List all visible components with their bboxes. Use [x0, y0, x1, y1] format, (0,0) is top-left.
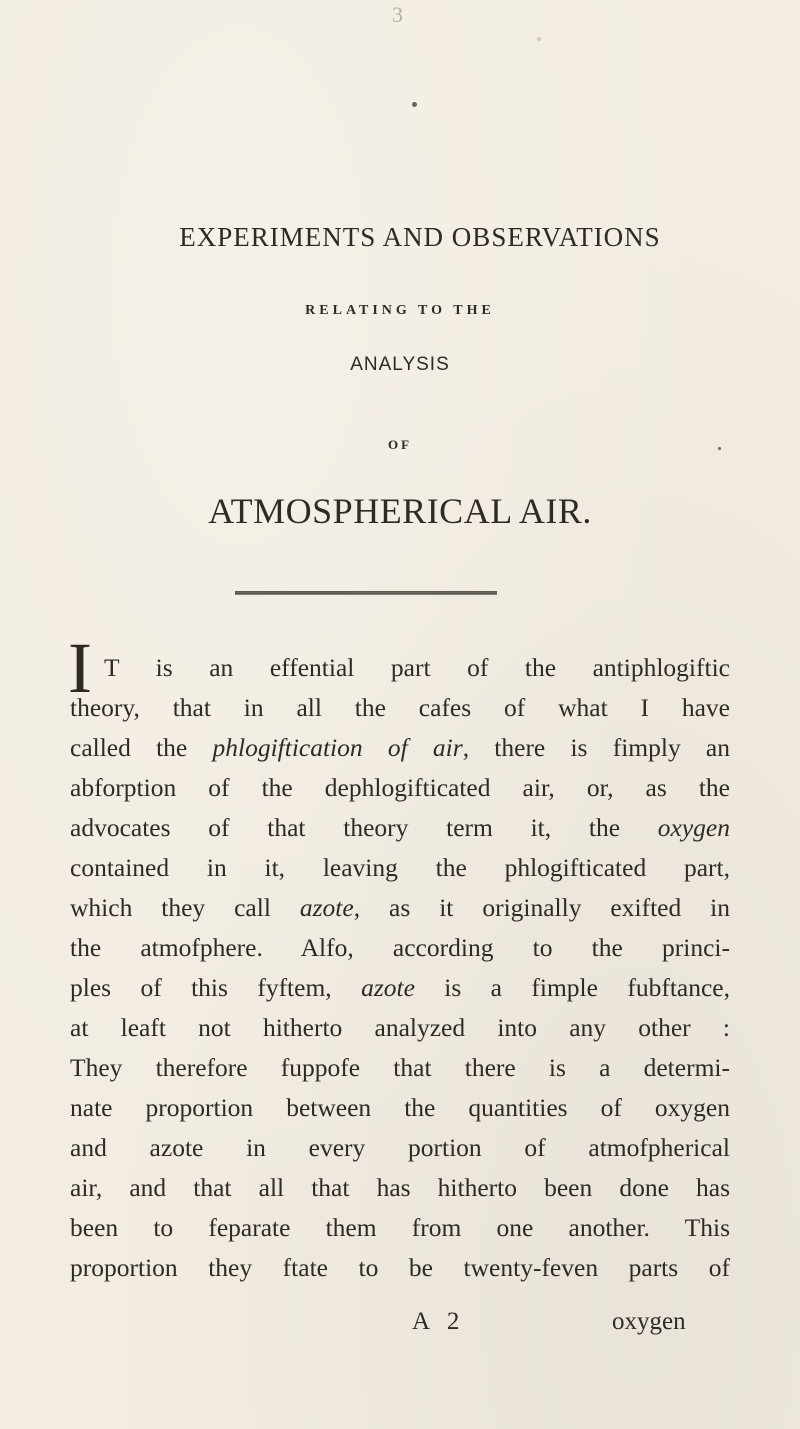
signature-mark: A 2 — [412, 1308, 466, 1335]
paragraph-line: theory, that in all the cafes of what I have — [70, 693, 730, 722]
paragraph-first-line: T is an effential part of the antiphlogiftic — [104, 653, 730, 682]
paper-speck — [412, 102, 417, 107]
paragraph-line: abforption of the dephlogifticated air, or, as the — [70, 773, 730, 802]
catchword: oxygen — [612, 1308, 686, 1335]
paragraph-line: which they call azote, as it originally exifted in — [70, 893, 730, 922]
title-line-2: RELATING TO THE — [305, 303, 495, 318]
paragraph-body — [70, 688, 730, 1288]
title-line-5: ATMOSPHERICAL AIR. — [208, 491, 592, 531]
paper-speck — [537, 37, 541, 41]
paragraph-line: They therefore fuppofe that there is a determi- — [70, 1053, 730, 1082]
paragraph-line: nate proportion between the quantities of oxygen — [70, 1093, 730, 1122]
ornamental-rule — [235, 590, 497, 596]
paragraph-line: at leaft not hitherto analyzed into any other : — [70, 1013, 730, 1042]
title-line-3: ANALYSIS — [350, 354, 450, 375]
title-line-1: EXPERIMENTS AND OBSERVATIONS — [179, 222, 661, 252]
paragraph-line: ples of this fyftem, azote is a fimple fubftance, — [70, 973, 730, 1002]
paragraph-line: called the phlogiftication of air, there is fimply an — [70, 733, 730, 762]
paragraph-line: advocates of that theory term it, the oxygen — [70, 813, 730, 842]
title-line-4: OF — [387, 437, 413, 452]
paragraph-line: and azote in every portion of atmofpherical — [70, 1133, 730, 1162]
paragraph-line: the atmofphere. Alfo, according to the princi- — [70, 933, 730, 962]
paragraph-line: contained in it, leaving the phlogifticated part, — [70, 853, 730, 882]
page-mark: 3 — [392, 2, 403, 27]
drop-cap: I — [68, 628, 92, 708]
paragraph-line: proportion they ftate to be twenty-feven parts of — [70, 1253, 730, 1282]
paragraph-line: been to feparate them from one another. This — [70, 1213, 730, 1242]
paragraph-line: air, and that all that has hitherto been done has — [70, 1173, 730, 1202]
